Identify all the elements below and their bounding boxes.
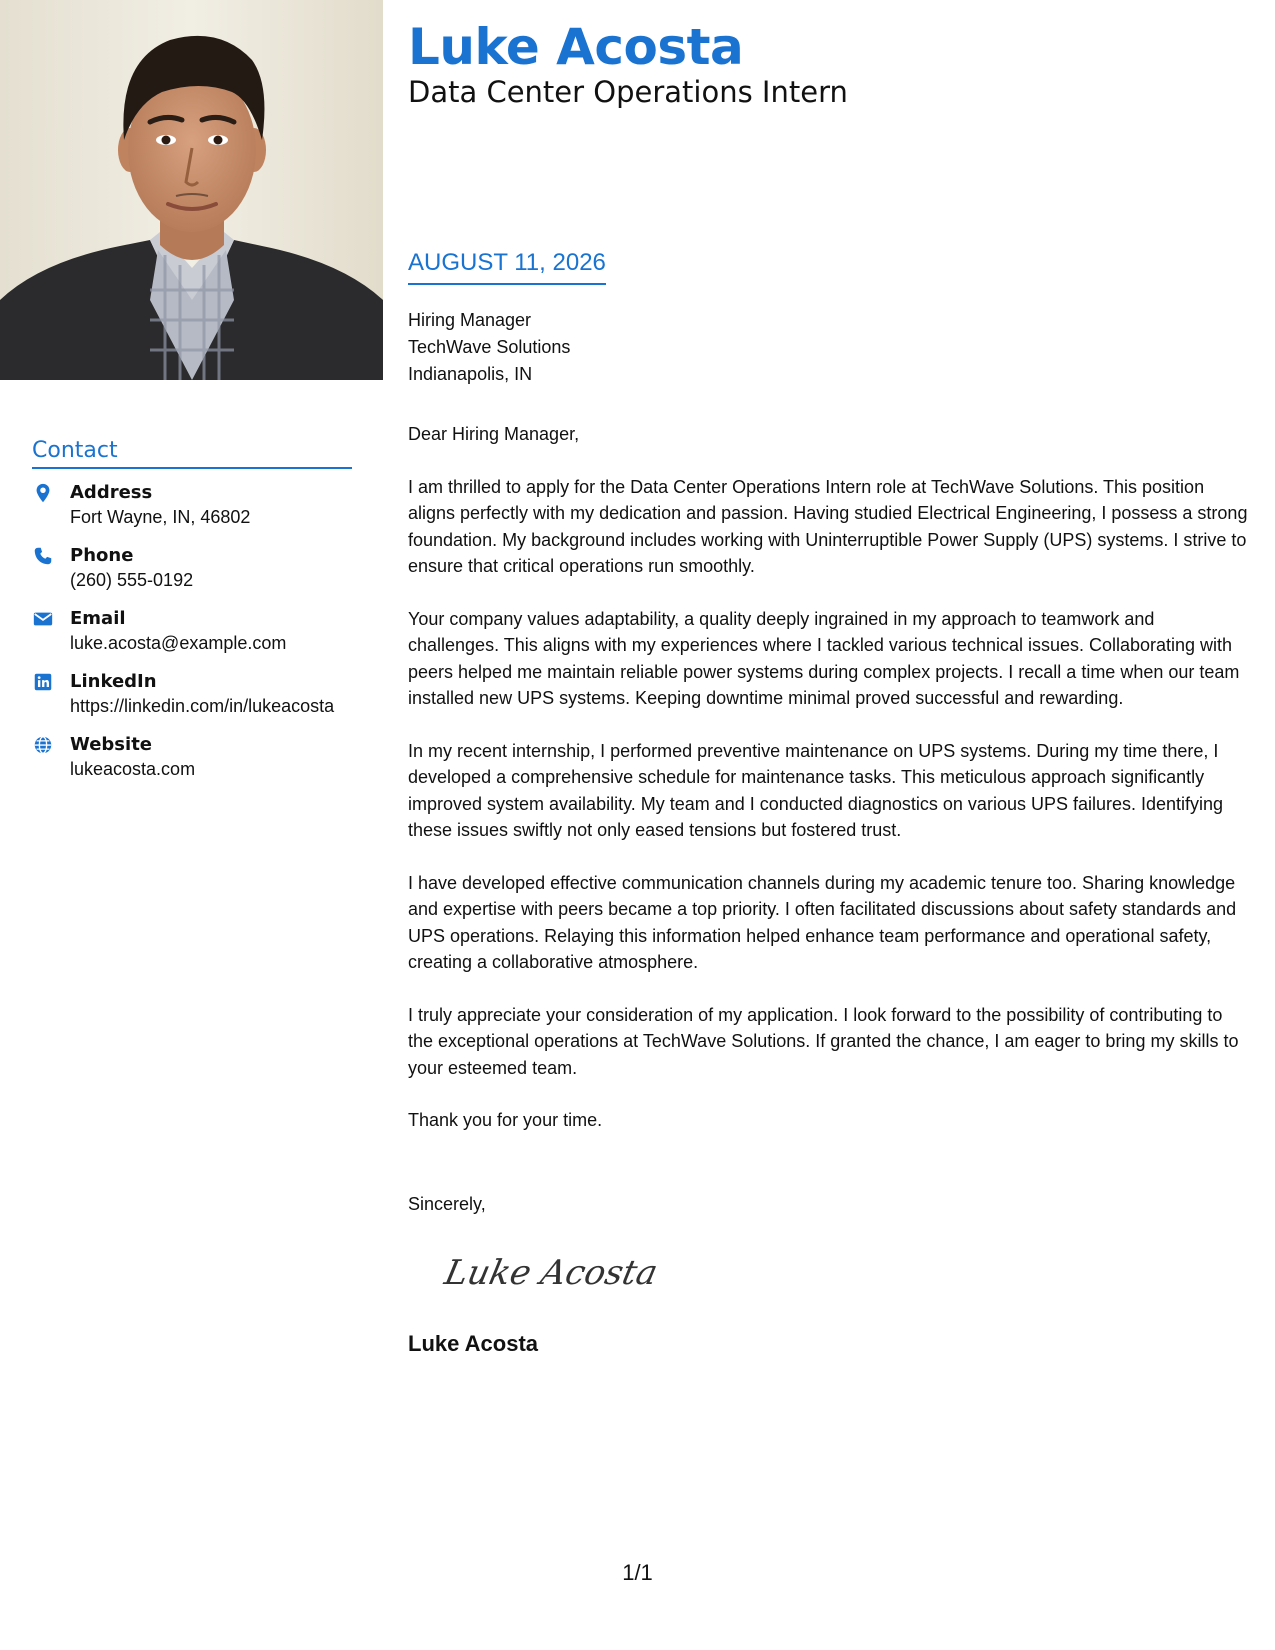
- body-paragraph: Thank you for your time.: [408, 1110, 603, 1130]
- email-link[interactable]: luke.acosta@example.com: [70, 633, 287, 654]
- job-title: Data Center Operations Intern: [408, 75, 848, 109]
- profile-photo: [0, 0, 383, 380]
- contact-label: Website: [70, 734, 153, 756]
- letter-body: [408, 421, 1248, 1160]
- recipient-block: [408, 307, 570, 388]
- contact-item-address: [32, 481, 352, 530]
- envelope-icon: [32, 608, 54, 630]
- website-link[interactable]: lukeacosta.com: [70, 759, 196, 780]
- linkedin-link[interactable]: https://linkedin.com/in/lukeacosta: [70, 696, 335, 717]
- salutation: Dear Hiring Manager,: [408, 424, 580, 444]
- recipient-line: TechWave Solutions: [408, 337, 571, 357]
- contact-value: (260) 555-0192: [70, 570, 194, 591]
- contact-item-phone: [32, 544, 352, 593]
- contact-sidebar: [32, 438, 352, 796]
- map-pin-icon: [32, 482, 54, 504]
- linkedin-icon: [32, 671, 54, 693]
- page-number: 1/1: [622, 1560, 653, 1585]
- contact-label: LinkedIn: [70, 671, 157, 693]
- contact-value: Fort Wayne, IN, 46802: [70, 507, 251, 528]
- contact-label: Email: [70, 608, 126, 630]
- applicant-name: Luke Acosta: [408, 18, 744, 76]
- body-paragraph: In my recent internship, I performed preventive maintenance on UPS systems. During my time there, I developed a comprehensive schedule for maintenance tasks. This meticulous approach significantly improved system availability. My team and I conducted diagnostics on various UPS failures. Identifying these issues swiftly not only eased tensions but fostered trust.: [408, 740, 1224, 840]
- handwritten-signature: [440, 1242, 700, 1300]
- contact-item-linkedin: [32, 670, 352, 719]
- recipient-line: Indianapolis, IN: [408, 364, 533, 384]
- closing: Sincerely,: [408, 1194, 486, 1214]
- contact-item-website: [32, 733, 352, 782]
- contact-heading: Contact: [32, 438, 352, 469]
- body-paragraph: Your company values adaptability, a quality deeply ingrained in my approach to teamwork and challenges. This aligns with my experiences where I tackled various technical issues. Collaborating with peers helped me maintain reliable power systems during complex projects. I recall a time when our team installed new UPS systems. Keeping downtime minimal proved successful and rewarding.: [408, 608, 1240, 708]
- contact-label: Phone: [70, 545, 134, 567]
- body-paragraph: I truly appreciate your consideration of my application. I look forward to the possibility of contributing to the exceptional operations at TechWave Solutions. If granted the chance, I am eager to bring my skills to your esteemed team.: [408, 1004, 1239, 1078]
- contact-item-email: [32, 607, 352, 656]
- globe-icon: [32, 734, 54, 756]
- letter-date: AUGUST 11, 2026: [408, 248, 606, 285]
- signature-text: Luke Acosta: [441, 1253, 662, 1293]
- body-paragraph: I am thrilled to apply for the Data Center Operations Intern role at TechWave Solutions. This position aligns perfectly with my dedication and passion. Having studied Electrical Engineering, I possess a strong foundation. My background includes working with Uninterruptible Power Supply (UPS) systems. I strive to ensure that critical operations run smoothly.: [408, 476, 1248, 576]
- letter-main: [408, 18, 1248, 1356]
- phone-icon: [32, 545, 54, 567]
- contact-label: Address: [70, 482, 153, 504]
- body-paragraph: I have developed effective communication channels during my academic tenure too. Sharing knowledge and expertise with peers became a top priority. I often facilitated discussions about safety standards and UPS operations. Relaying this information helped enhance team performance and operational safety, creating a collaborative atmosphere.: [408, 872, 1237, 972]
- profile-photo-illustration: [0, 0, 383, 380]
- recipient-line: Hiring Manager: [408, 310, 532, 330]
- signer-name: Luke Acosta: [408, 1331, 539, 1356]
